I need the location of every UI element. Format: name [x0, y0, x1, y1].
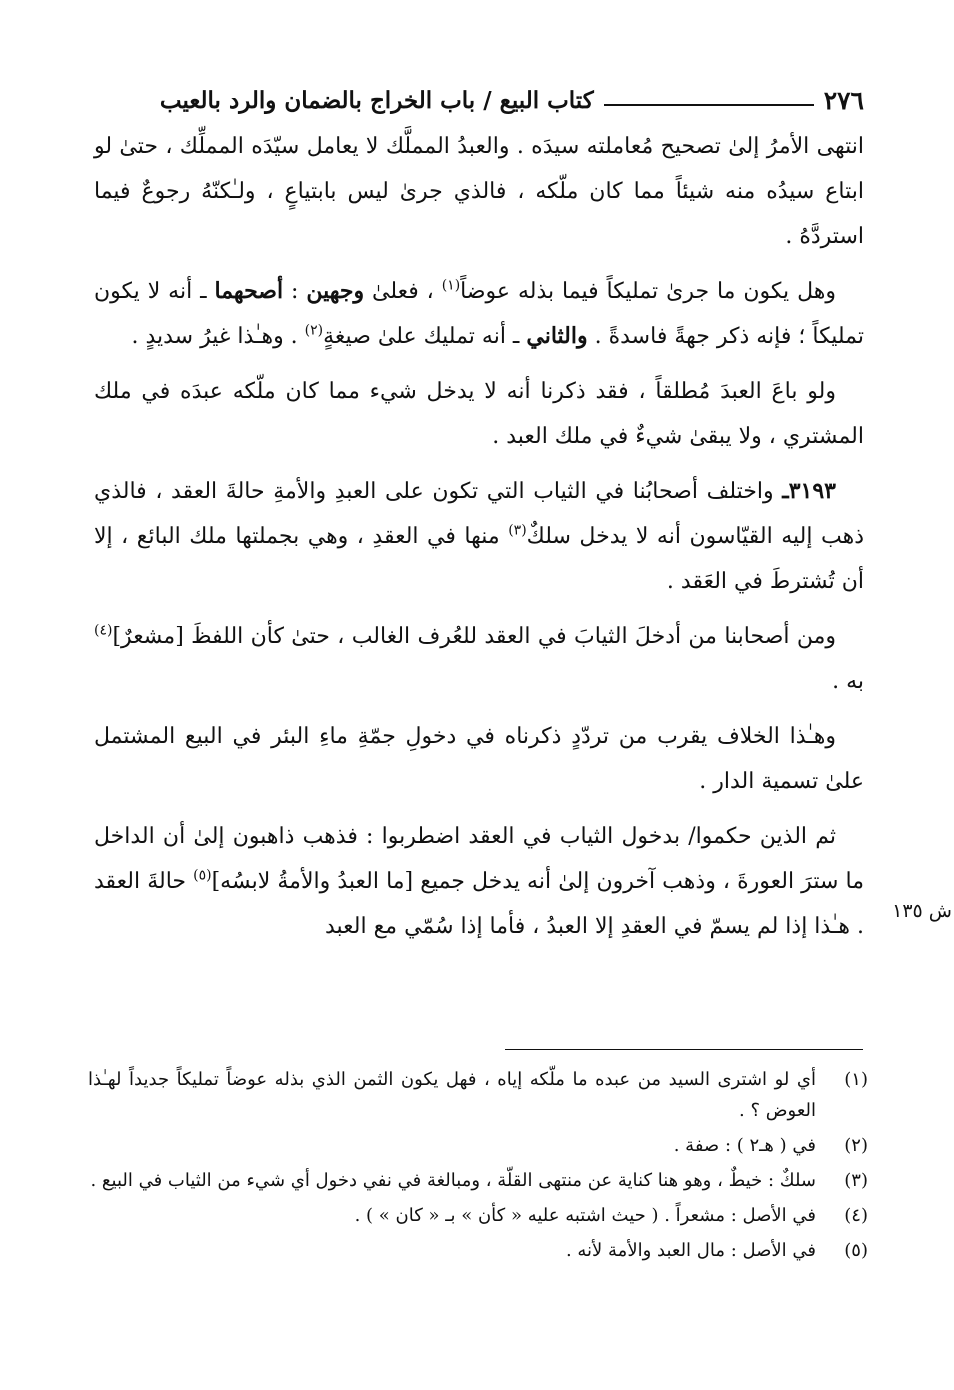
page-number: ٢٧٦ [823, 85, 864, 115]
section-number: ٣١٩٣ـ [782, 478, 836, 504]
footnote-number: (٣) [844, 1170, 868, 1191]
footnotes [88, 1064, 868, 1270]
paragraph-3: ولو باعَ العبدَ مُطلقاً ، فقد ذكرنا أنه لا يدخل شيء مما كان ملّكه عبدَه في ملك المشتري ، ولا يبقىٰ شيءٌ في ملك العبد . [94, 379, 864, 449]
footnote-text: في ( هـ٢ ) : صفة . [673, 1135, 816, 1156]
bold-term-wajhayn: وجهين [306, 278, 365, 304]
margin-note: ش ١٣٥ [892, 900, 952, 922]
paragraph-2-text-d: ـ أنه لا يكون تمليكاً ؛ فإنه ذكر جهةً فاسدةً . [94, 279, 864, 349]
footnote-ref-2: (٢) [304, 322, 324, 339]
paragraph-1: انتهى الأمرُ إلىٰ تصحيح مُعاملته سيدَه . والعبدُ المملَّك لا يعامل سيّدَه المملِّك ، حتىٰ لو ابتاع سيدُه منه شيئاً مما كان ملّكه ، فالذي جرىٰ ليس بابتياعٍ ، ولـٰكنّهُ رجوعٌ فيما استردَّهُ . [94, 134, 864, 249]
main-text [94, 124, 864, 959]
bold-term-althani: والثاني [526, 323, 588, 349]
paragraph-4-text-b: منها في العقدِ ، وهي بجملتها ملك البائع ، إلا أن تُشترطَ في العَقد . [94, 524, 864, 594]
paragraph-2-text-b: ، فعلىٰ [364, 279, 442, 304]
page-header [94, 80, 864, 120]
paragraph-2-text-c: : [283, 279, 307, 304]
footnote-5 [88, 1235, 868, 1266]
paragraph-2-text-f: . وهـٰذا غيرُ سديدٍ . [131, 324, 305, 349]
bold-term-ashahhuma: أصحهما [214, 278, 284, 304]
footnote-2 [88, 1130, 868, 1161]
paragraph-7-text-a: ثم الذين حكموا/ بدخول الثياب في العقد اضطربوا : فذهب ذاهبون إلىٰ أن الداخل ما سترَ العورةَ ، وذهب آخرون إلىٰ أنه يدخل جميع [ما العبدُ والأمةُ لابسُه] [94, 824, 864, 894]
footnote-number: (٥) [844, 1240, 868, 1261]
paragraph-2-text-e: ـ أنه تمليك علىٰ صيغةٍ [323, 324, 527, 349]
footnote-text: سلكٌ : خيطٌ ، وهو هنا كناية عن منتهى القلّة ، ومبالغة في نفي دخول أي شيء من الثياب في البيع . [90, 1170, 816, 1191]
paragraph-7-text-b: حالةَ العقد . هـٰذا إذا لم يسمّ في العقدِ إلا العبدُ ، فأما إذا سُمّي مع العبد [94, 869, 864, 939]
paragraph-5 [94, 614, 864, 704]
paragraph-5-text-b: به . [832, 669, 864, 694]
footnote-separator [505, 1049, 863, 1050]
paragraph-6: وهـٰذا الخلاف يقرب من تردّدٍ ذكرناه في دخولِ جمّةِ ماءِ البئر في البيع المشتمل علىٰ تسمية الدار . [94, 724, 864, 794]
paragraph-4-text-a: واختلف أصحابُنا في الثياب التي تكون على العبدِ والأمةِ حالةَ العقد ، فالذي ذهب إليه القيّاسون أنه لا يدخل سلكٌ [94, 479, 864, 549]
footnote-text: في الأصل : مال العبد والأمة لأنه . [565, 1240, 816, 1261]
footnote-text: في الأصل : مشعراً . ( حيث اشتبه عليه « كأن » بـ « كان » ) . [354, 1205, 816, 1226]
footnote-1 [88, 1064, 868, 1126]
header-rule [604, 104, 814, 106]
footnote-number: (٤) [844, 1205, 868, 1226]
paragraph-5-text-a: ومن أصحابنا من أدخلَ الثيابَ في العقد للعُرف الغالب ، حتىٰ كأن اللفظَ [مشعرٌ] [112, 624, 836, 649]
footnote-text: أي لو اشترى السيد من عبده ما ملّكه إياه ، فهل يكون الثمن الذي بذله عوضاً تمليكاً جديداً لهـٰذا العوض ؟ . [88, 1069, 816, 1121]
footnote-4 [88, 1200, 868, 1231]
footnote-number: (١) [844, 1069, 868, 1090]
paragraph-7 [94, 814, 864, 949]
footnote-ref-4: (٤) [94, 622, 113, 639]
footnote-ref-1: (١) [441, 277, 461, 294]
footnote-ref-5: (٥) [193, 867, 212, 884]
paragraph-4 [94, 469, 864, 604]
footnote-3 [88, 1165, 868, 1196]
footnote-number: (٢) [844, 1135, 868, 1156]
paragraph-2 [94, 269, 864, 359]
running-title: كتاب البيع / باب الخراج بالضمان والرد بالعيب [159, 86, 594, 114]
footnote-ref-3: (٣) [508, 522, 527, 539]
paragraph-2-text-a: وهل يكون ما جرىٰ تمليكاً فيما بذله عوضاً [460, 279, 836, 304]
